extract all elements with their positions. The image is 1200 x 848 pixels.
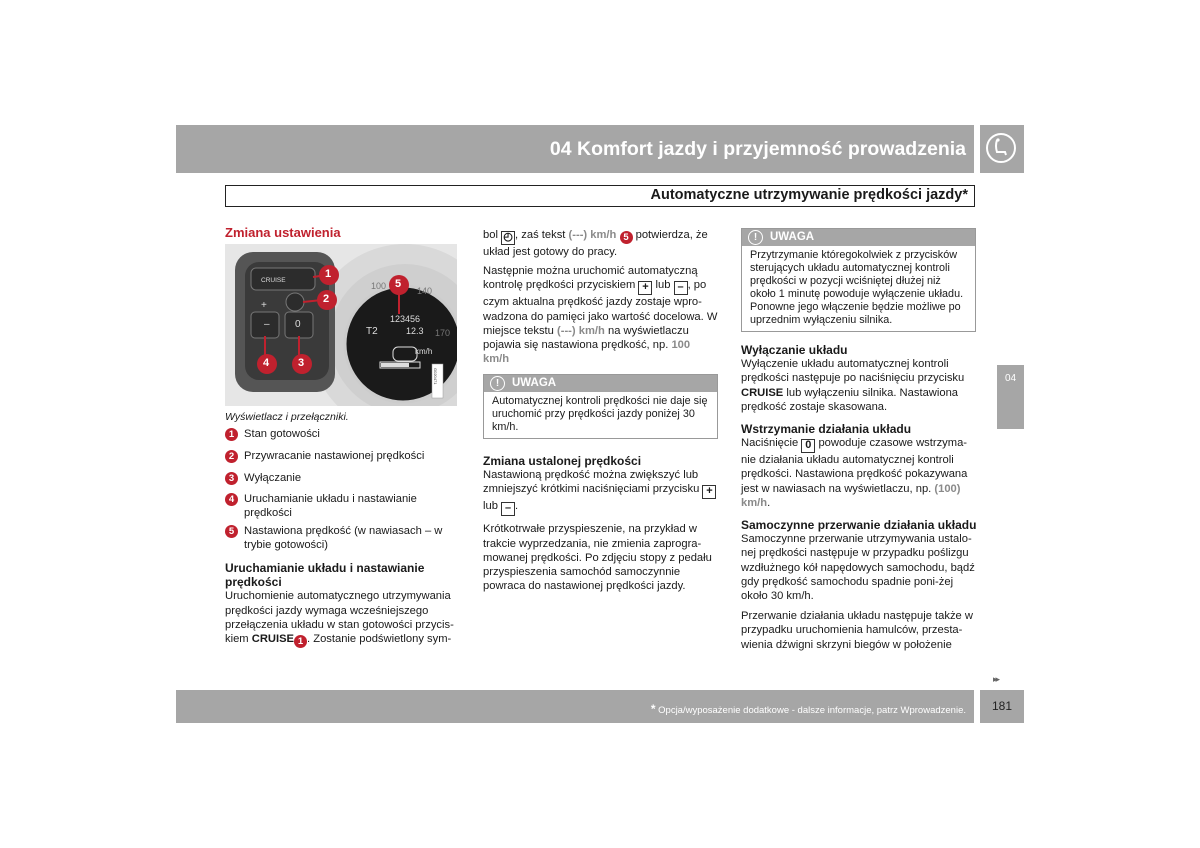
gear-label: T2 xyxy=(366,326,378,337)
asterisk: * xyxy=(650,702,656,716)
callout-3: 3 xyxy=(298,357,305,369)
display-text: 100 km/h xyxy=(483,339,691,366)
note-box xyxy=(741,228,976,332)
section-heading: Wstrzymanie działania układu xyxy=(741,422,912,437)
chapter-tab: 04 xyxy=(997,365,1024,429)
zero-key-icon: 0 xyxy=(801,439,815,453)
chapter-title: 04 Komfort jazdy i przyjemność prowadzenia xyxy=(549,138,966,160)
text-run: na wyświetlaczu pojawia się nastawiona prędkość, np. xyxy=(483,324,689,352)
cruise-ref: CRUISE xyxy=(741,386,784,399)
section-heading: Zmiana ustalonej prędkości xyxy=(483,454,642,468)
legend-item xyxy=(225,427,455,441)
callout-2: 2 xyxy=(323,293,330,305)
trip: 12.3 xyxy=(406,326,424,336)
footer-bar xyxy=(176,690,974,723)
speed-unit: km/h xyxy=(415,347,433,356)
note-body: Automatycznej kontroli prędkości nie daje się uruchomić przy prędkości jazdy poniżej 30 km/h. xyxy=(492,395,708,433)
cruise-label: CRUISE xyxy=(261,277,286,284)
legend-num: 3 xyxy=(225,472,238,485)
tick-100: 100 xyxy=(371,281,387,291)
cruise-ref: CRUISE xyxy=(251,633,295,646)
chapter-header xyxy=(176,125,974,173)
text-run: . xyxy=(767,496,771,509)
odometer: 123456 xyxy=(390,314,421,324)
footer-text: Opcja/wyposażenie dodatkowe - dalsze informacje, patrz Wprowadzenie. xyxy=(658,705,966,716)
ref-num: 1 xyxy=(294,635,307,648)
callout-5: 5 xyxy=(395,278,402,290)
paragraph xyxy=(483,264,718,366)
callout-1: 1 xyxy=(325,268,332,280)
minus-key-icon: – xyxy=(501,502,515,516)
figure-caption: Wyświetlacz i przełączniki. xyxy=(225,411,349,423)
text-run: , po czym aktualna prędkość jazdy zostaje wpro-wadzona do pamięci jako wartość docelowa. W miejsce tekstu xyxy=(483,279,718,337)
figure-code: G020471 xyxy=(433,368,438,385)
display-text: (100) km/h xyxy=(741,482,961,509)
cruise-control-figure xyxy=(225,244,457,406)
text-run: lub wyłączeniu silnika. Nastawiona prędkość zostaje skasowana. xyxy=(741,386,959,413)
note-header xyxy=(484,375,717,392)
legend-item xyxy=(225,524,455,552)
paragraph xyxy=(483,468,718,516)
paragraph: Przerwanie działania układu następuje także w przypadku uruchomienia hamulców, przesta-wienia dźwigni skrzyni biegów w położenie xyxy=(741,610,973,651)
legend-num: 2 xyxy=(225,450,238,463)
text-run: powoduje czasowe wstrzyma-nie działania układu automatycznej kontroli prędkości. Nastawiona prędkość pokazywana jest w nawiasach na wyświetlaczu, np. xyxy=(741,437,968,495)
minus-label: – xyxy=(264,319,270,330)
legend-num: 1 xyxy=(225,428,238,441)
text-run: . xyxy=(515,500,519,513)
section-heading: Uruchamianie układu i nastawianie prędkości xyxy=(225,561,425,590)
col1-section xyxy=(225,561,457,648)
paragraph: Krótkotrwałe przyspieszenie, na przykład w trakcie wyprzedzania, nie zmienia zaprogra-mowanej prędkości. Po zdjęciu stopy z pedału przyspieszenia samochód samoczynnie powraca do nastawionej prędkości jazdy. xyxy=(483,523,712,593)
legend-text: Stan gotowości xyxy=(244,428,320,440)
text-run: Naciśnięcie xyxy=(741,437,799,450)
legend-num: 4 xyxy=(225,493,238,506)
paragraph xyxy=(483,228,718,259)
text-run: lub xyxy=(483,500,498,513)
col2-section xyxy=(483,454,718,593)
legend-item xyxy=(225,471,455,485)
display-text: (---) km/h xyxy=(568,229,617,241)
paragraph xyxy=(741,357,977,414)
info-icon: ! xyxy=(748,230,763,245)
paragraph xyxy=(741,436,977,510)
text-run: Uruchomienie automatycznego utrzymywania prędkości jazdy wymaga wcześniejszego przełączenia układu w stan gotowości przycis-kiem xyxy=(225,590,454,646)
zero-label: 0 xyxy=(295,319,301,330)
plus-key-icon: + xyxy=(702,485,716,499)
note-body: Przytrzymanie któregokolwiek z przycisków sterujących układu automatycznej kontroli prędkości w pozycji wciśniętej dłużej niż około 1 minutę powoduje wyłączenie układu. Ponowne jego włączenie będzie możliwe po uprzednim wyłączeniu silnika. xyxy=(750,249,964,326)
section-paragraph xyxy=(225,589,457,648)
text-run: potwierdza, że układ jest gotowy do pracy. xyxy=(483,229,708,258)
col2-text xyxy=(483,228,718,366)
text-run: , zaś tekst xyxy=(515,229,566,241)
legend-num: 5 xyxy=(225,525,238,538)
paragraph: Samoczynne przerwanie utrzymywania ustalo-nej prędkości następuje w przypadku poślizgu wzdłużnego kół napędowych samochodu, bądź gdy prędkość samochodu spadnie poni-żej około 30 km/h. xyxy=(741,533,975,603)
plus-label: + xyxy=(261,300,267,311)
speedometer-icon: ◴ xyxy=(501,231,515,245)
section-title: Automatyczne utrzymywanie prędkości jazdy* xyxy=(650,187,968,203)
note-title: UWAGA xyxy=(512,377,557,389)
legend-text: Uruchamianie układu i nastawianie prędkości xyxy=(244,493,417,520)
col1-heading: Zmiana ustawienia xyxy=(225,225,341,240)
legend-text: Nastawiona prędkość (w nawiasach – w trybie gotowości) xyxy=(244,525,443,552)
text-run: lub xyxy=(655,279,671,292)
page-number: 181 xyxy=(980,690,1024,723)
legend-text: Wyłączanie xyxy=(244,472,302,484)
section-header xyxy=(225,185,975,207)
text-run: Następnie można uruchomić automatyczną kontrolę prędkości przyciskiem xyxy=(483,265,698,292)
text-run: Nastawioną prędkość można zwiększyć lub zmniejszyć krótkimi naciśnięciami przycisku xyxy=(483,469,700,496)
seat-icon xyxy=(986,133,1016,163)
col3-text xyxy=(741,343,977,652)
note-box xyxy=(483,374,718,439)
tick-170: 170 xyxy=(435,328,451,338)
callout-4: 4 xyxy=(263,357,270,369)
ref-num: 5 xyxy=(620,231,633,244)
display-text: (---) km/h xyxy=(557,324,605,337)
legend-item xyxy=(225,449,455,463)
note-header xyxy=(742,229,975,246)
plus-key-icon: + xyxy=(638,281,652,295)
footer-note xyxy=(651,702,966,716)
section-heading: Wyłączanie układu xyxy=(741,343,848,357)
text-run: Wyłączenie układu automatycznej kontroli prędkości następuje po naciśnięciu przycisku xyxy=(741,358,965,385)
minus-key-icon: – xyxy=(674,281,688,295)
text-run: . Zostanie podświetlony sym- xyxy=(307,633,452,646)
section-heading: Samoczynne przerwanie działania układu xyxy=(741,518,977,533)
info-icon: ! xyxy=(490,376,505,391)
text-run: bol xyxy=(483,229,498,241)
note-title: UWAGA xyxy=(770,231,815,243)
legend-item xyxy=(225,492,455,520)
legend-text: Przywracanie nastawionej prędkości xyxy=(244,450,425,462)
continue-arrows-icon: ▸▸ xyxy=(993,674,999,684)
tick-140: 140 xyxy=(417,286,433,296)
chapter-icon-box xyxy=(980,125,1024,173)
